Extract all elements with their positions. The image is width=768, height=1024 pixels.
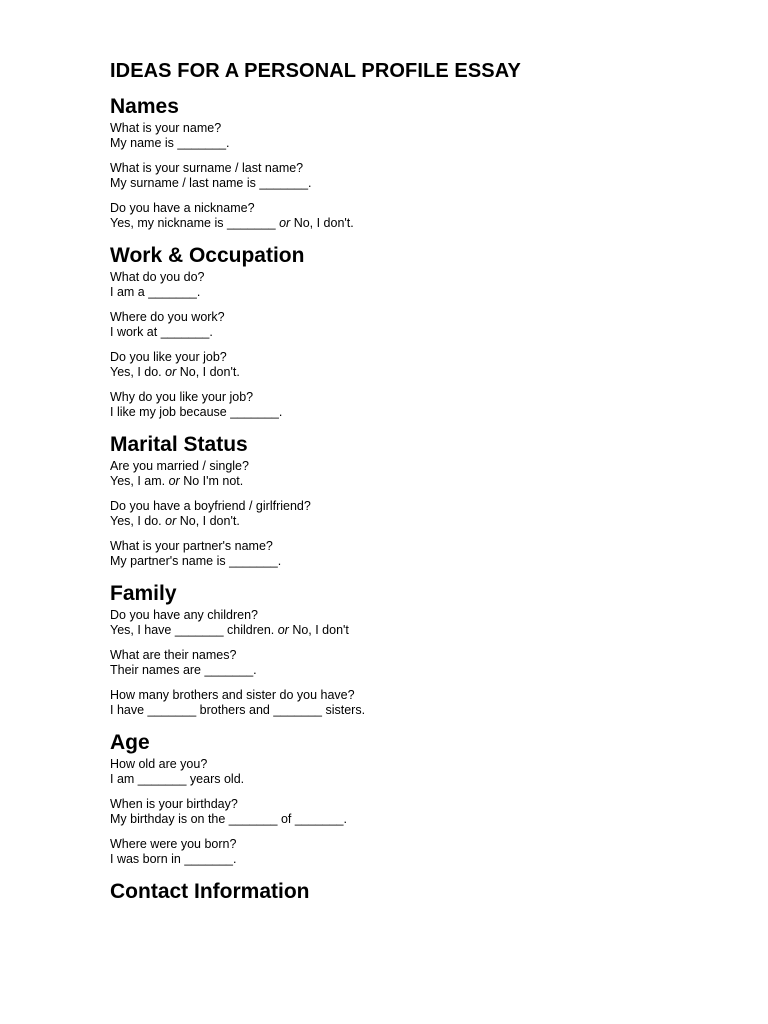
answer-text: My surname / last name is _______. (110, 176, 312, 190)
answer-text: My partner's name is _______. (110, 554, 282, 568)
question-text: Are you married / single? (110, 459, 249, 473)
alternate-answer-text: No I'm not. (179, 474, 244, 488)
document-title: IDEAS FOR A PERSONAL PROFILE ESSAY (110, 60, 521, 82)
answer-line (110, 176, 730, 191)
qa-item (110, 499, 730, 529)
answer-text: Yes, I do. (110, 514, 166, 528)
qa-item (110, 350, 730, 380)
answer-line (110, 703, 730, 718)
question-text: What is your name? (110, 121, 222, 135)
answer-line (110, 474, 730, 489)
question-text: Do you have a boyfriend / girlfriend? (110, 499, 311, 513)
answer-line (110, 554, 730, 569)
question-text: Do you like your job? (110, 350, 227, 364)
question-text: Where do you work? (110, 310, 225, 324)
qa-item (110, 539, 730, 569)
section-marital-status (110, 431, 730, 569)
answer-line (110, 623, 730, 638)
qa-item (110, 390, 730, 420)
or-connector: or (277, 623, 289, 637)
section-heading: Family (110, 582, 177, 605)
question-text: How many brothers and sister do you have? (110, 688, 355, 702)
answer-line (110, 216, 730, 231)
qa-item (110, 797, 730, 827)
or-connector: or (279, 216, 291, 230)
section-heading: Work & Occupation (110, 244, 305, 267)
answer-text: Yes, I am. (110, 474, 169, 488)
alternate-answer-text: No, I don't. (290, 216, 354, 230)
answer-text: I have _______ brothers and _______ sisters. (110, 703, 366, 717)
sections-container (110, 93, 730, 906)
question-text: Do you have a nickname? (110, 201, 255, 215)
alternate-answer-text: No, I don't. (176, 514, 240, 528)
section-heading: Age (110, 731, 150, 754)
document-page (110, 57, 730, 906)
qa-item (110, 608, 730, 638)
section-names (110, 93, 730, 231)
question-text: What is your surname / last name? (110, 161, 304, 175)
section-contact-information (110, 878, 730, 906)
qa-item (110, 757, 730, 787)
section-family (110, 580, 730, 718)
question-text: What is your partner's name? (110, 539, 273, 553)
answer-text: I like my job because _______. (110, 405, 283, 419)
or-connector: or (168, 474, 180, 488)
answer-line (110, 812, 730, 827)
qa-item (110, 310, 730, 340)
qa-item (110, 161, 730, 191)
question-text: How old are you? (110, 757, 208, 771)
section-heading: Contact Information (110, 880, 310, 903)
section-heading: Marital Status (110, 433, 248, 456)
answer-text: My birthday is on the _______ of _______. (110, 812, 347, 826)
qa-item (110, 459, 730, 489)
section-heading: Names (110, 95, 179, 118)
qa-item (110, 648, 730, 678)
question-text: Why do you like your job? (110, 390, 254, 404)
answer-text: I work at _______. (110, 325, 213, 339)
answer-line (110, 285, 730, 300)
answer-text: Yes, I have _______ children. (110, 623, 278, 637)
answer-text: Yes, I do. (110, 365, 166, 379)
answer-line (110, 325, 730, 340)
answer-line (110, 772, 730, 787)
answer-line (110, 365, 730, 380)
answer-text: My name is _______. (110, 136, 230, 150)
qa-item (110, 837, 730, 867)
alternate-answer-text: No, I don't (288, 623, 349, 637)
answer-line (110, 663, 730, 678)
qa-item (110, 201, 730, 231)
answer-line (110, 514, 730, 529)
answer-line (110, 405, 730, 420)
qa-item (110, 688, 730, 718)
question-text: What do you do? (110, 270, 205, 284)
answer-line (110, 852, 730, 867)
question-text: Where were you born? (110, 837, 237, 851)
answer-text: Yes, my nickname is _______ (110, 216, 280, 230)
answer-text: I am a _______. (110, 285, 201, 299)
alternate-answer-text: No, I don't. (176, 365, 240, 379)
section-work-occupation (110, 242, 730, 420)
question-text: What are their names? (110, 648, 237, 662)
question-text: When is your birthday? (110, 797, 238, 811)
or-connector: or (165, 365, 177, 379)
qa-item (110, 121, 730, 151)
answer-text: I was born in _______. (110, 852, 237, 866)
answer-line (110, 136, 730, 151)
question-text: Do you have any children? (110, 608, 259, 622)
section-age (110, 729, 730, 867)
qa-item (110, 270, 730, 300)
or-connector: or (165, 514, 177, 528)
answer-text: I am _______ years old. (110, 772, 245, 786)
answer-text: Their names are _______. (110, 663, 257, 677)
